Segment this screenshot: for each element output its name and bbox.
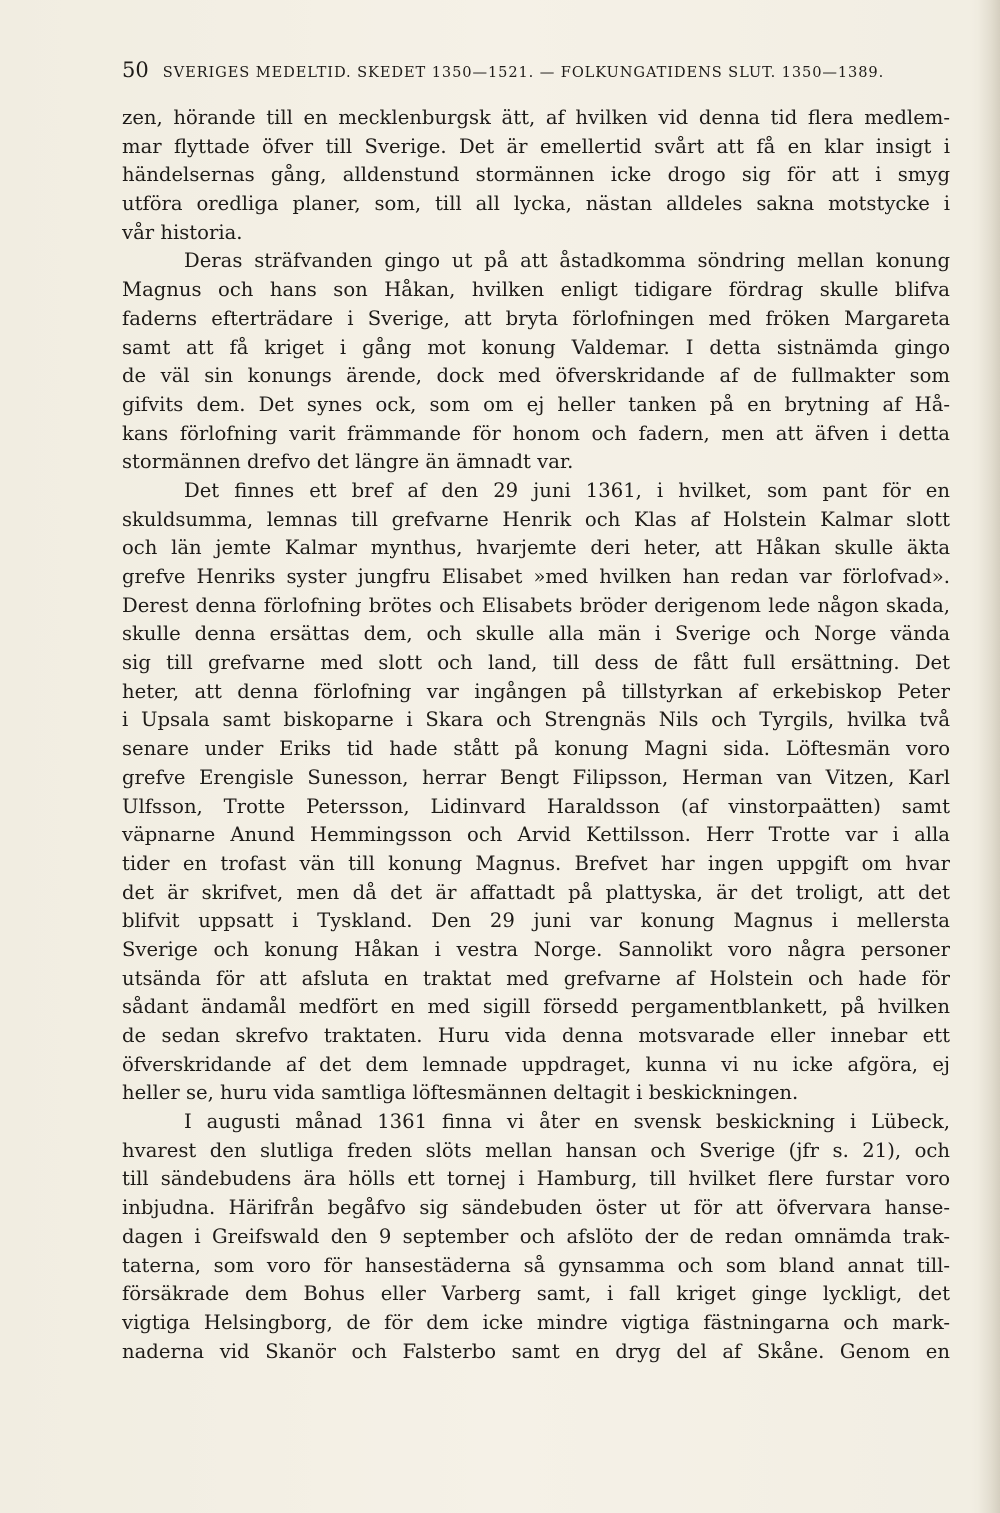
text-line: skulle denna ersättas dem, och skulle alla män i Sverige och Norge vända bbox=[122, 622, 950, 646]
text-line: stormännen drefvo det längre än ämnadt var. bbox=[122, 450, 574, 474]
body-text bbox=[122, 104, 950, 1366]
text-line: till sändebudens ära hölls ett tornej i Hamburg, till hvilket flere furstar voro bbox=[122, 1167, 950, 1191]
text-line: inbjudna. Härifrån begåfvo sig sändebuden öster ut för att öfvervara hanse- bbox=[122, 1196, 950, 1220]
text-line: dagen i Greifswald den 9 september och afslöto der de redan omnämda trak- bbox=[122, 1224, 950, 1248]
text-line: taterna, som voro för hansestäderna så gynsamma och som bland annat till- bbox=[122, 1253, 950, 1277]
text-line: Magnus och hans son Håkan, hvilken enligt tidigare fördrag skulle blifva bbox=[122, 278, 950, 302]
text-line: Det finnes ett bref af den 29 juni 1361, i hvilket, som pant för en bbox=[184, 478, 950, 502]
text-line: sådant ändamål medfört en med sigill försedd pergamentblankett, på hvilken bbox=[122, 995, 950, 1019]
text-line: Derest denna förlofning brötes och Elisabets bröder derigenom lede någon skada, bbox=[122, 593, 950, 617]
text-line: väpnarne Anund Hemmingsson och Arvid Kettilsson. Herr Trotte var i alla bbox=[122, 823, 950, 847]
text-line: heter, att denna förlofning var ingången på tillstyrkan af erkebiskop Peter bbox=[122, 679, 950, 703]
text-line: det är skrifvet, men då det är affattadt på plattyska, är det troligt, att det bbox=[122, 880, 950, 904]
text-line: skuldsumma, lemnas till grefvarne Henrik och Klas af Holstein Kalmar slott bbox=[122, 507, 950, 531]
text-line: Ulfsson, Trotte Petersson, Lidinvard Haraldsson (af vinstorpaätten) samt bbox=[122, 794, 950, 818]
text-line: vår historia. bbox=[122, 220, 243, 244]
page-number: 50 bbox=[122, 58, 149, 82]
text-line: senare under Eriks tid hade stått på konung Magni sida. Löftesmän voro bbox=[122, 737, 950, 761]
text-line: mar flyttade öfver till Sverige. Det är emellertid svårt att få en klar insigt i bbox=[122, 134, 950, 158]
text-line: I augusti månad 1361 finna vi åter en svensk beskickning i Lübeck, bbox=[184, 1110, 950, 1134]
page-header bbox=[122, 58, 950, 90]
text-line: heller se, huru vida samtliga löftesmännen deltagit i beskickningen. bbox=[122, 1081, 799, 1105]
text-line: kans förlofning varit främmande för honom och fadern, men att äfven i detta bbox=[122, 421, 950, 445]
page-edge-shadow bbox=[978, 0, 1000, 1513]
text-line: naderna vid Skanör och Falsterbo samt en dryg del af Skåne. Genom en bbox=[122, 1339, 950, 1363]
text-line: vigtiga Helsingborg, de för dem icke mindre vigtiga fästningarna och mark- bbox=[122, 1310, 950, 1334]
text-line: och län jemte Kalmar mynthus, hvarjemte deri heter, att Håkan skulle äkta bbox=[122, 536, 950, 560]
text-line: grefve Erengisle Sunesson, herrar Bengt Filipsson, Herman van Vitzen, Karl bbox=[122, 765, 950, 789]
text-line: samt att få kriget i gång mot konung Valdemar. I detta sistnämda gingo bbox=[122, 335, 950, 359]
text-line: grefve Henriks syster jungfru Elisabet »med hvilken han redan var förlofvad». bbox=[122, 565, 950, 588]
text-line: i Upsala samt biskoparne i Skara och Strengnäs Nils och Tyrgils, hvilka två bbox=[122, 708, 950, 732]
text-line: de sedan skrefvo traktaten. Huru vida denna motsvarade eller innebar ett bbox=[122, 1024, 950, 1047]
text-line: blifvit uppsatt i Tyskland. Den 29 juni var konung Magnus i mellersta bbox=[122, 909, 950, 933]
text-line: utsända för att afsluta en traktat med grefvarne af Holstein och hade för bbox=[122, 966, 950, 990]
text-line: utföra oredliga planer, som, till all lycka, nästan alldeles sakna motstycke i bbox=[122, 192, 950, 216]
text-line: Sverige och konung Håkan i vestra Norge. Sannolikt voro några personer bbox=[122, 937, 950, 961]
text-line: de väl sin konungs ärende, dock med öfverskridande af de fullmakter som bbox=[122, 364, 950, 388]
text-line: Deras sträfvanden gingo ut på att åstadkomma söndring mellan konung bbox=[184, 249, 950, 273]
running-title: SVERIGES MEDELTID. SKEDET 1350—1521. — FOLKUNGATIDENS SLUT. 1350—1389. bbox=[162, 64, 885, 81]
text-line: zen, hörande till en mecklenburgsk ätt, af hvilken vid denna tid flera medlem- bbox=[122, 106, 950, 129]
text-line: hvarest den slutliga freden slöts mellan hansan och Sverige (jfr s. 21), och bbox=[122, 1138, 950, 1162]
text-line: gifvits dem. Det synes ock, som om ej heller tanken på en brytning af Hå- bbox=[122, 392, 950, 416]
text-line: händelsernas gång, alldenstund stormännen icke drogo sig för att i smyg bbox=[122, 163, 950, 187]
text-line: öfverskridande af det dem lemnade uppdraget, kunna vi nu icke afgöra, ej bbox=[122, 1052, 950, 1076]
text-line: tider en trofast vän till konung Magnus. Brefvet har ingen uppgift om hvar bbox=[122, 851, 950, 875]
text-line: faderns efterträdare i Sverige, att bryta förlofningen med fröken Margareta bbox=[122, 306, 950, 330]
text-line: försäkrade dem Bohus eller Varberg samt, i fall kriget ginge lyckligt, det bbox=[122, 1282, 950, 1306]
text-line: sig till grefvarne med slott och land, till dess de fått full ersättning. Det bbox=[122, 651, 950, 675]
